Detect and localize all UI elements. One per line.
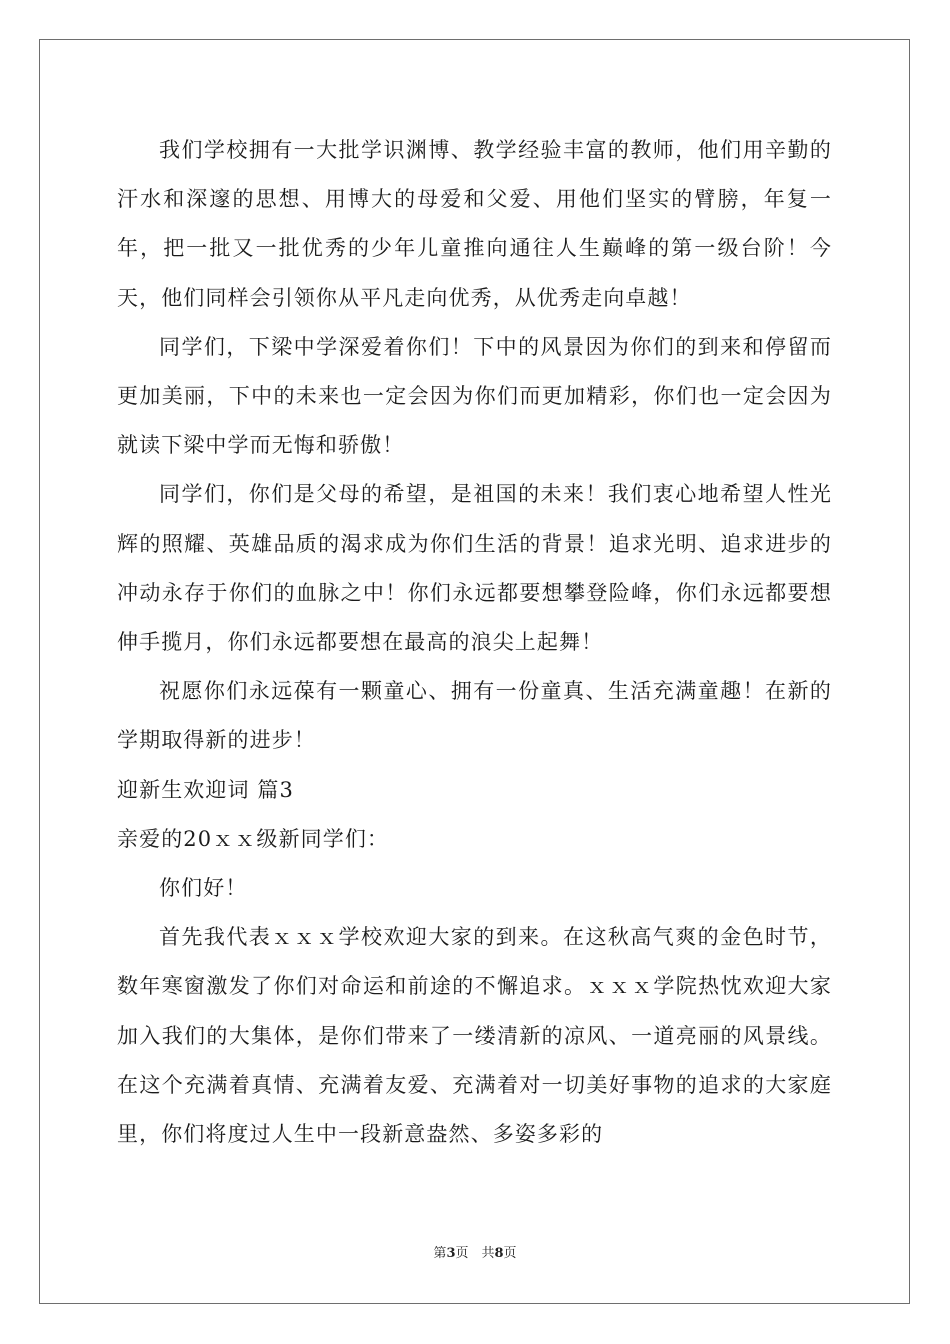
paragraph-hope: 同学们，你们是父母的希望，是祖国的未来！我们衷心地希望人性光辉的照耀、英雄品质的渴求成为你们生活的背景！追求光明、追求进步的冲动永存于你们的血脉之中！你们永远都要想攀登险峰，你们永远都要想伸手揽月，你们永远都要想在最高的浪尖上起舞！ [117, 482, 832, 655]
footer-middle: 页 共 [455, 1246, 495, 1261]
footer-page-number: 3 [446, 1246, 456, 1261]
paragraph-welcome: 首先我代表ｘｘｘ学校欢迎大家的到来。在这秋高气爽的金色时节，数年寒窗激发了你们对命运和前途的不懈追求。ｘｘｘ学院热忱欢迎大家加入我们的大集体，是你们带来了一缕清新的凉风、一道亮丽的风景线。在这个充满着真情、充满着友爱、充满着对一切美好事物的追求的大家庭里，你们将度过人生中一段新意盎然、多姿多彩的 [117, 925, 832, 1147]
paragraph-school-love: 同学们，下梁中学深爱着你们！下中的风景因为你们的到来和停留而更加美丽，下中的未来也一定会因为你们而更加精彩，你们也一定会因为就读下梁中学而无悔和骄傲！ [117, 334, 832, 458]
paragraph-wishes: 祝愿你们永远葆有一颗童心、拥有一份童真、生活充满童趣！在新的学期取得新的进步！ [117, 679, 832, 753]
greeting: 你们好！ [159, 876, 248, 901]
footer-prefix: 第 [433, 1246, 447, 1261]
footer-total-pages: 8 [494, 1246, 504, 1261]
salutation: 亲爱的20ｘｘ级新同学们： [117, 826, 390, 851]
paragraph-teachers: 我们学校拥有一大批学识渊博、教学经验丰富的教师，他们用辛勤的汗水和深邃的思想、用博大的母爱和父爱、用他们坚实的臂膀，年复一年，把一批又一批优秀的少年儿童推向通往人生巅峰的第一级台阶！今天，他们同样会引领你从平凡走向优秀，从优秀走向卓越！ [117, 138, 832, 310]
page-footer [0, 1242, 950, 1261]
document-body [117, 126, 832, 1159]
section-title: 迎新生欢迎词 篇3 [117, 777, 294, 802]
footer-suffix: 页 [503, 1246, 517, 1261]
